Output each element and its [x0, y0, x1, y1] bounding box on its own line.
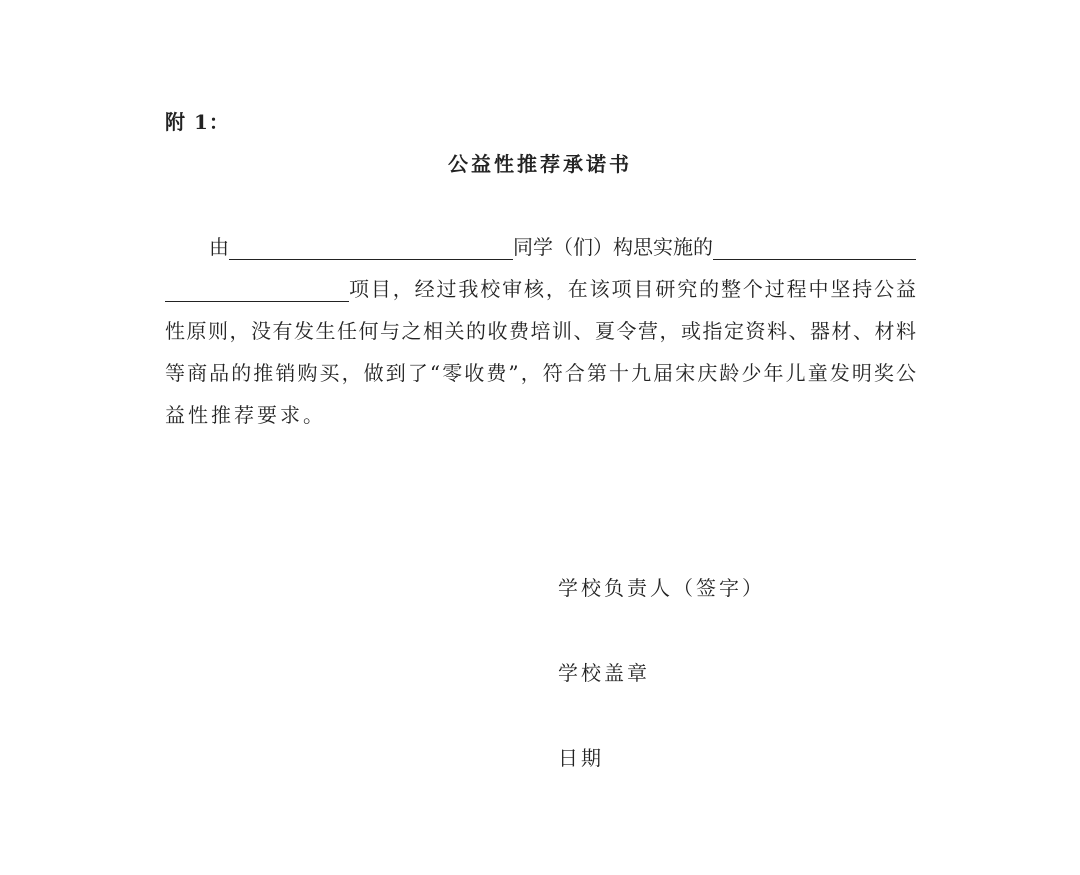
body-line-5-text: 益性推荐要求。 [165, 403, 326, 427]
body-line-5 [165, 384, 916, 428]
body-line-4 [165, 342, 916, 386]
project-name-blank[interactable] [713, 229, 916, 260]
body-line-3 [165, 300, 916, 344]
attachment-label: 附 1： [165, 110, 230, 134]
student-name-blank[interactable] [229, 229, 513, 260]
principal-signature-label: 学校负责人（签字） [558, 576, 765, 600]
project-name-blank-continued[interactable] [165, 271, 349, 302]
date-label: 日期 [558, 746, 604, 770]
body-line-2-text: 项目，经过我校审核，在该项目研究的整个过程中坚持公益 [349, 277, 916, 301]
body-line-3-text: 性原则，没有发生任何与之相关的收费培训、夏令营，或指定资料、器材、材料 [165, 319, 916, 343]
body-mid-text: 同学（们）构思实施的 [513, 235, 713, 259]
body-line-4-text: 等商品的推销购买，做到了“零收费”，符合第十九届宋庆龄少年儿童发明奖公 [165, 361, 916, 385]
school-seal-label: 学校盖章 [558, 661, 650, 685]
body-prefix-text: 由 [209, 235, 229, 259]
body-line-2 [165, 258, 916, 302]
document-title: 公益性推荐承诺书 [448, 152, 632, 176]
body-line-1 [165, 216, 916, 260]
